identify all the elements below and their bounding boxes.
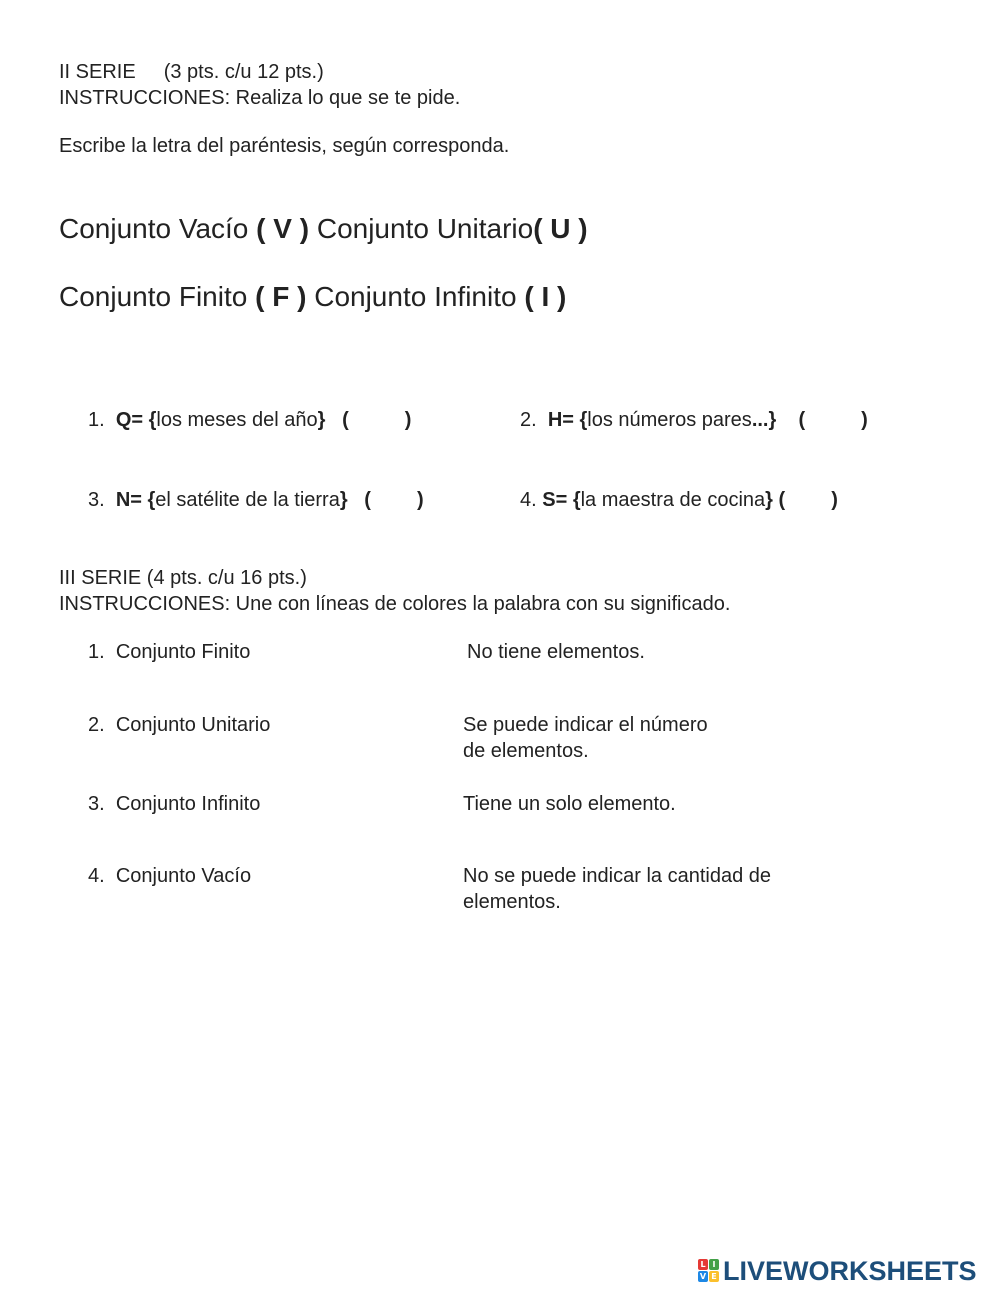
term-2[interactable] — [88, 712, 270, 738]
term-number: 3. — [88, 793, 105, 815]
term-number: 1. — [88, 641, 105, 663]
serie2-title: II SERIE — [59, 61, 136, 83]
set-variable: H= { — [547, 409, 588, 431]
set-variable: S= { — [542, 489, 581, 511]
legend-code-f: ( F ) — [255, 281, 307, 312]
term-text: Conjunto Vacío — [115, 865, 252, 887]
term-1[interactable] — [88, 639, 250, 665]
set-description: los números pares — [587, 409, 752, 431]
set-description: la maestra de cocina — [580, 489, 766, 511]
liveworksheets-logo-icon — [698, 1259, 720, 1283]
item-number: 1. — [88, 409, 105, 431]
serie2-subinstruction: Escribe la letra del paréntesis, según corresponda. — [59, 135, 510, 157]
item-number: 4. — [520, 489, 537, 511]
definition-3[interactable] — [463, 791, 676, 817]
term-number: 2. — [88, 714, 105, 736]
definition-line: Se puede indicar el número — [463, 714, 708, 736]
definition-4[interactable] — [463, 863, 771, 915]
answer-open-paren: ( — [364, 489, 371, 511]
logo-tile-v: V — [699, 1272, 707, 1281]
serie2-points: (3 pts. c/u 12 pts.) — [163, 61, 324, 83]
definition-1[interactable] — [467, 639, 645, 665]
legend-label-finito: Conjunto Finito — [59, 281, 248, 312]
item-number: 3. — [88, 489, 105, 511]
definition-line: No tiene elementos. — [467, 641, 645, 663]
legend-label-vacio: Conjunto Vacío — [59, 213, 249, 244]
logo-tile-l: L — [698, 1259, 708, 1270]
set-variable: N= { — [115, 489, 156, 511]
serie2-header-line — [59, 59, 324, 85]
definition-line: No se puede indicar la cantidad de — [463, 865, 771, 887]
answer-close-paren: ) — [861, 409, 868, 431]
legend-code-v: ( V ) — [256, 213, 310, 244]
item-number: 2. — [520, 409, 537, 431]
set-close-brace: } — [339, 489, 348, 511]
liveworksheets-logo-text: LIVEWORKSHEETS — [723, 1256, 977, 1286]
set-item-3 — [88, 487, 424, 513]
set-description: los meses del año — [156, 409, 318, 431]
set-close-brace: ...} — [751, 409, 777, 431]
legend-label-unitario: Conjunto Unitario — [316, 213, 534, 244]
set-description: el satélite de la tierra — [155, 489, 340, 511]
definition-line: de elementos. — [463, 740, 589, 762]
answer-open-paren: ( — [342, 409, 349, 431]
logo-tile-i: I — [709, 1259, 719, 1270]
answer-close-paren: ) — [416, 489, 424, 511]
legend-code-i: ( I ) — [524, 281, 567, 312]
term-text: Conjunto Finito — [115, 641, 251, 663]
serie3-instructions: INSTRUCCIONES: Une con líneas de colores la palabra con su significado. — [59, 593, 731, 615]
legend-line-2 — [59, 280, 566, 314]
term-3[interactable] — [88, 791, 260, 817]
legend-code-u: ( U ) — [533, 213, 588, 244]
answer-open-paren: ( — [798, 409, 806, 431]
answer-close-paren: ) — [831, 489, 838, 511]
set-close-brace: } — [765, 489, 773, 511]
serie3-header: III SERIE (4 pts. c/u 16 pts.) — [59, 567, 307, 589]
term-text: Conjunto Infinito — [115, 793, 261, 815]
definition-line: elementos. — [463, 891, 561, 913]
term-number: 4. — [88, 865, 105, 887]
term-4[interactable] — [88, 863, 251, 889]
definition-2[interactable] — [463, 712, 708, 764]
liveworksheets-logo — [698, 1256, 977, 1286]
serie2-instructions: INSTRUCCIONES: Realiza lo que se te pide. — [59, 87, 461, 109]
answer-close-paren: ) — [404, 409, 412, 431]
set-variable: Q= { — [115, 409, 157, 431]
logo-tile-e: E — [709, 1271, 719, 1282]
set-item-2 — [520, 407, 868, 433]
set-item-1 — [88, 407, 411, 433]
legend-label-infinito: Conjunto Infinito — [314, 281, 517, 312]
definition-line: Tiene un solo elemento. — [463, 793, 676, 815]
legend-line-1 — [59, 212, 588, 246]
term-text: Conjunto Unitario — [115, 714, 271, 736]
answer-open-paren: ( — [778, 489, 786, 511]
set-close-brace: } — [317, 409, 326, 431]
set-item-4 — [520, 487, 838, 513]
